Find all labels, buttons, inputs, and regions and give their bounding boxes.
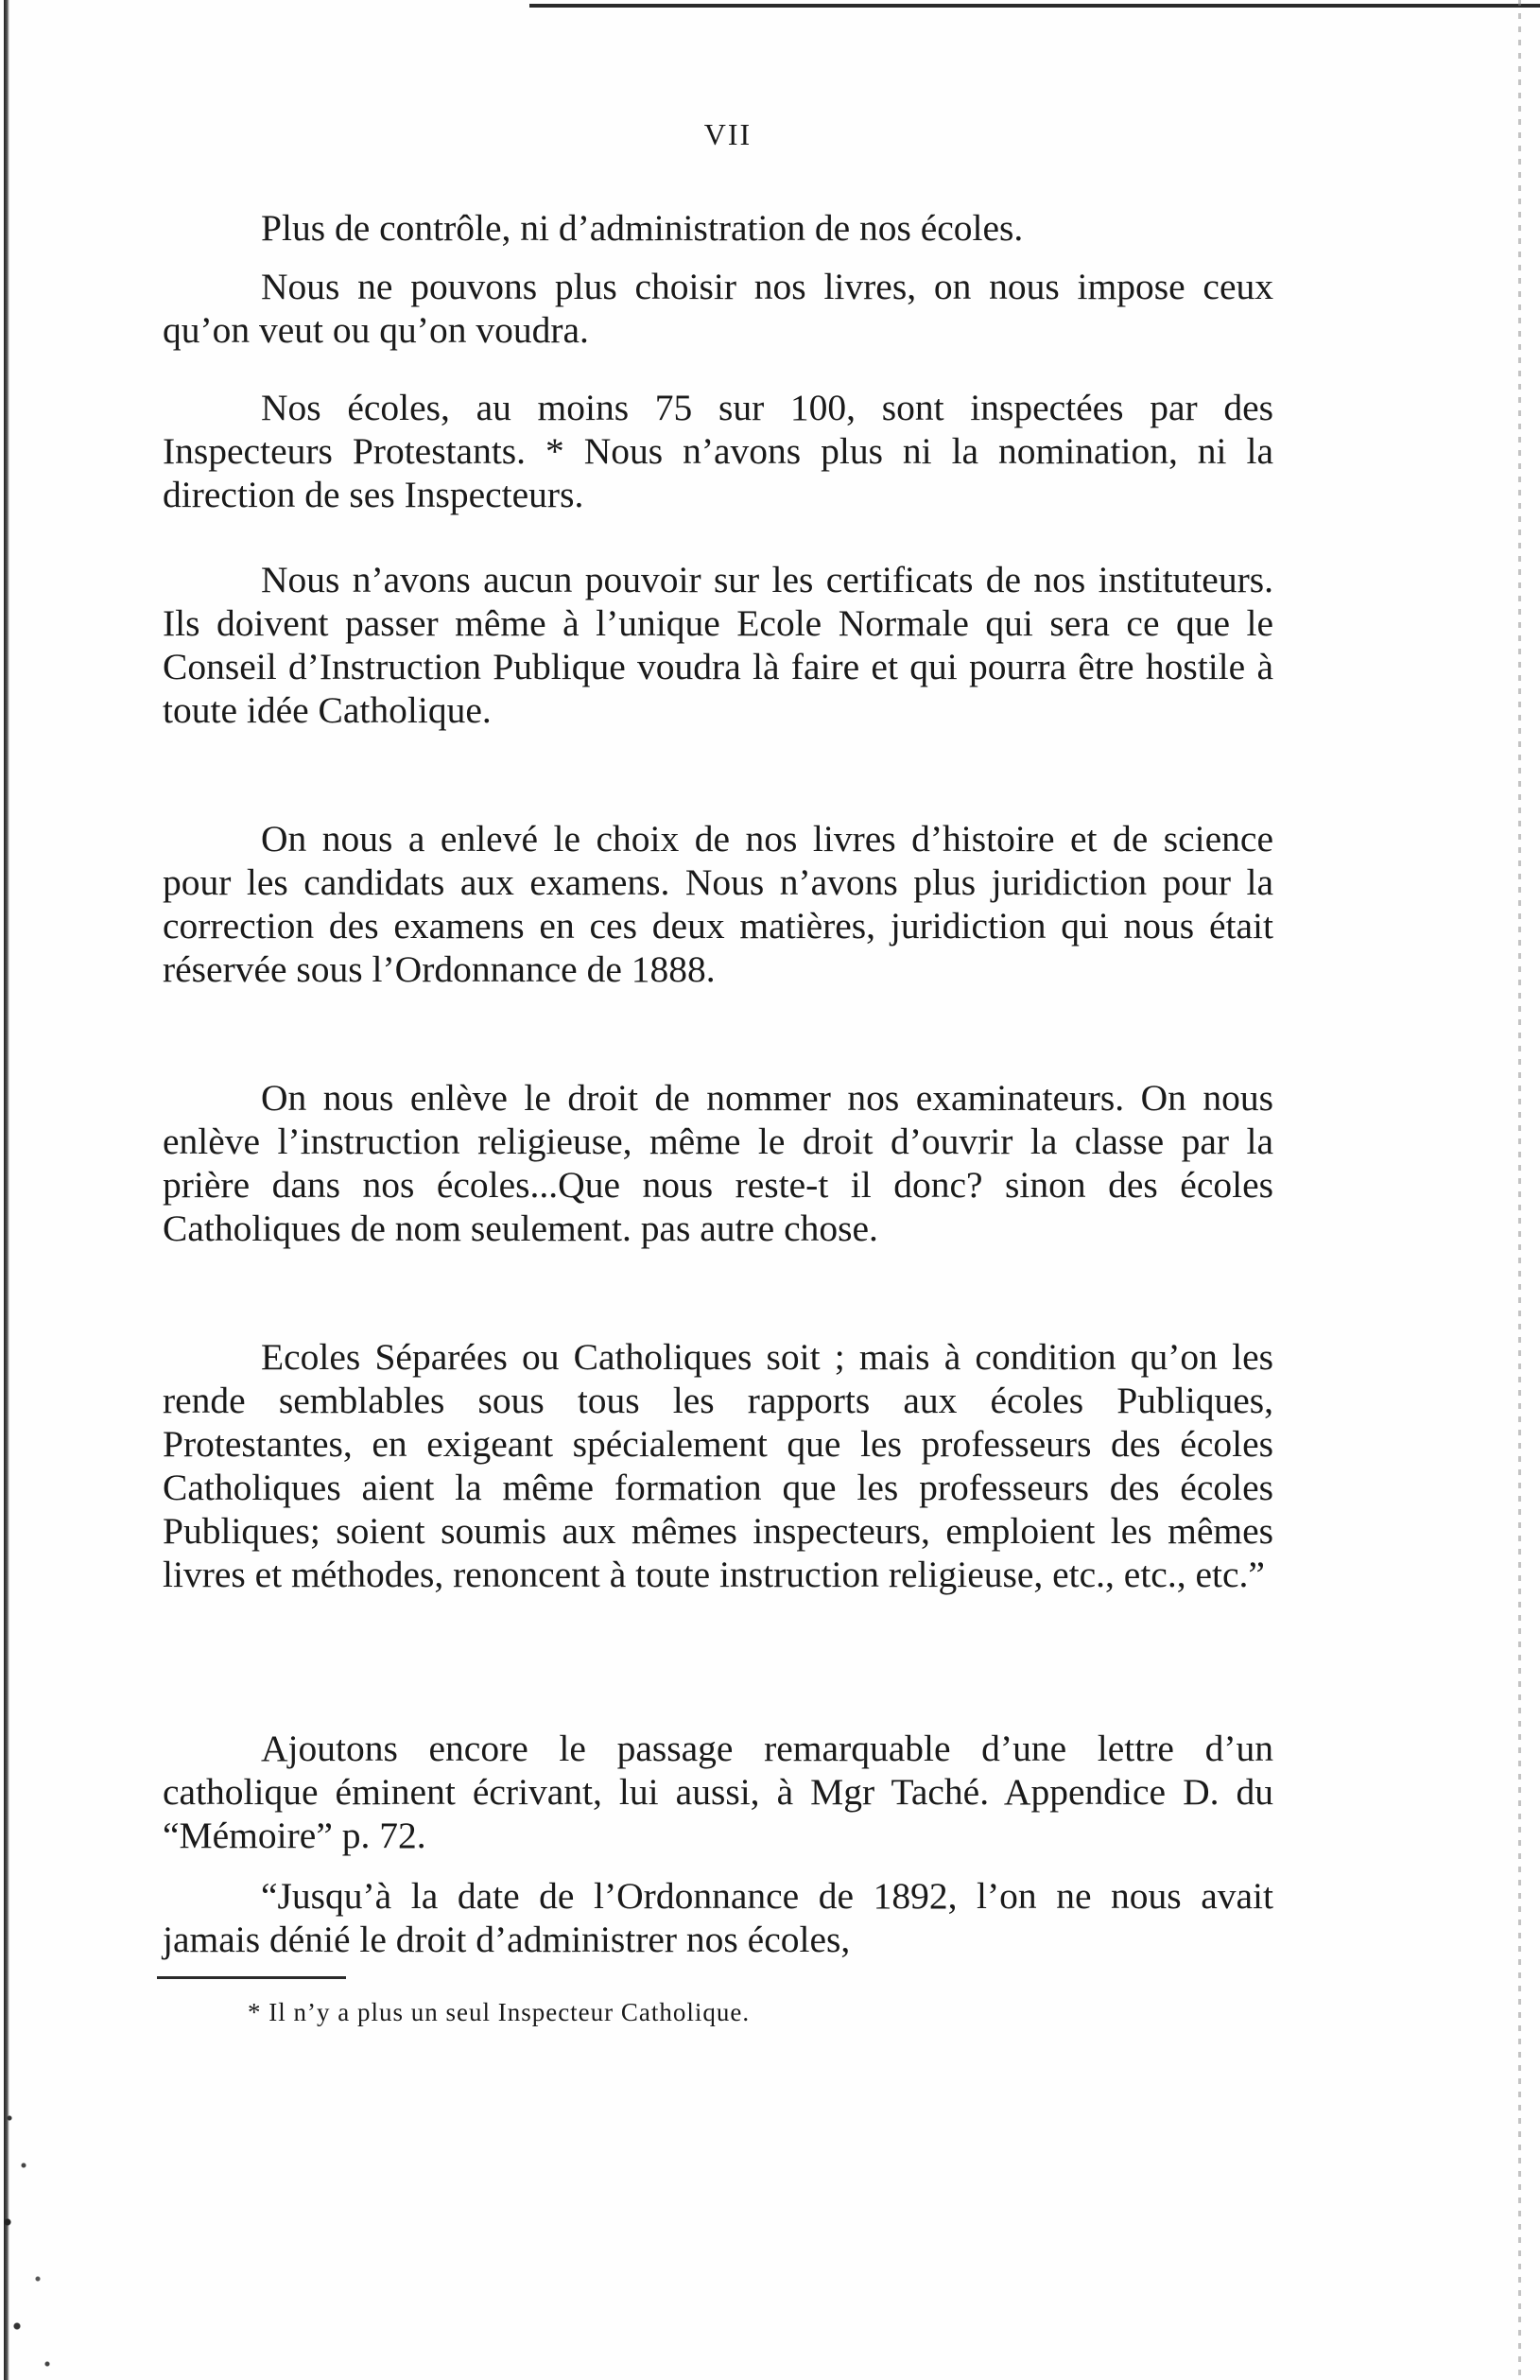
page-number: VII: [703, 117, 753, 151]
paragraph-9: “Jusqu’à la date de l’Ordonnance de 1892, l’on ne nous avait jamais dénié le droit d’administrer nos écoles,: [163, 1875, 1273, 1960]
scan-speckle: [0, 2080, 66, 2380]
paragraph-4: Nous n’avons aucun pouvoir sur les certificats de nos instituteurs. Ils doivent passer même à l’unique Ecole Normale qui sera ce que le Conseil d’Instruction Publique voudra là faire et qui pourra être hostile à toute idée Catholique.: [163, 559, 1273, 731]
scan-top-edge: [529, 4, 1540, 8]
footnote-rule: [157, 1976, 346, 1979]
paragraph-1: Plus de contrôle, ni d’administration de nos écoles.: [261, 207, 1024, 249]
paragraph-7: Ecoles Séparées ou Catholiques soit ; mais à condition qu’on les rende semblables sous tous les rapports aux écoles Publiques, Protestantes, en exigeant spécialement que les professeurs des écoles Catholiques aient la même formation que les professeurs des écoles Publiques; soient soumis aux mêmes inspecteurs, emploient les mêmes livres et méthodes, renoncent à toute instruction religieuse, etc., etc., etc.”: [163, 1336, 1273, 1595]
paragraph-6: On nous enlève le droit de nommer nos examinateurs. On nous enlève l’instruction religieuse, même le droit d’ouvrir la classe par la prière dans nos écoles...Que nous reste-t il donc? sinon des écoles Catholiques de nom seulement. pas autre chose.: [163, 1077, 1273, 1249]
paragraph-3: Nos écoles, au moins 75 sur 100, sont inspectées par des Inspecteurs Protestants. * Nous n’avons plus ni la nomination, ni la direction de ses Inspecteurs.: [163, 387, 1273, 515]
footnote: * Il n’y a plus un seul Inspecteur Catholique.: [248, 1998, 751, 2026]
scan-right-edge: [1518, 0, 1521, 2380]
paragraph-5: On nous a enlevé le choix de nos livres d’histoire et de science pour les candidats aux examens. Nous n’avons plus juridiction pour la correction des examens en ces deux matières, juridiction qui nous était réservée sous l’Ordonnance de 1888.: [163, 818, 1273, 990]
scan-left-edge: [4, 0, 9, 2380]
paragraph-2: Nous ne pouvons plus choisir nos livres, on nous impose ceux qu’on veut ou qu’on voudra.: [163, 266, 1273, 351]
paragraph-8: Ajoutons encore le passage remarquable d’une lettre d’un catholique éminent écrivant, lui aussi, à Mgr Taché. Appendice D. du “Mémoire” p. 72.: [163, 1728, 1273, 1856]
